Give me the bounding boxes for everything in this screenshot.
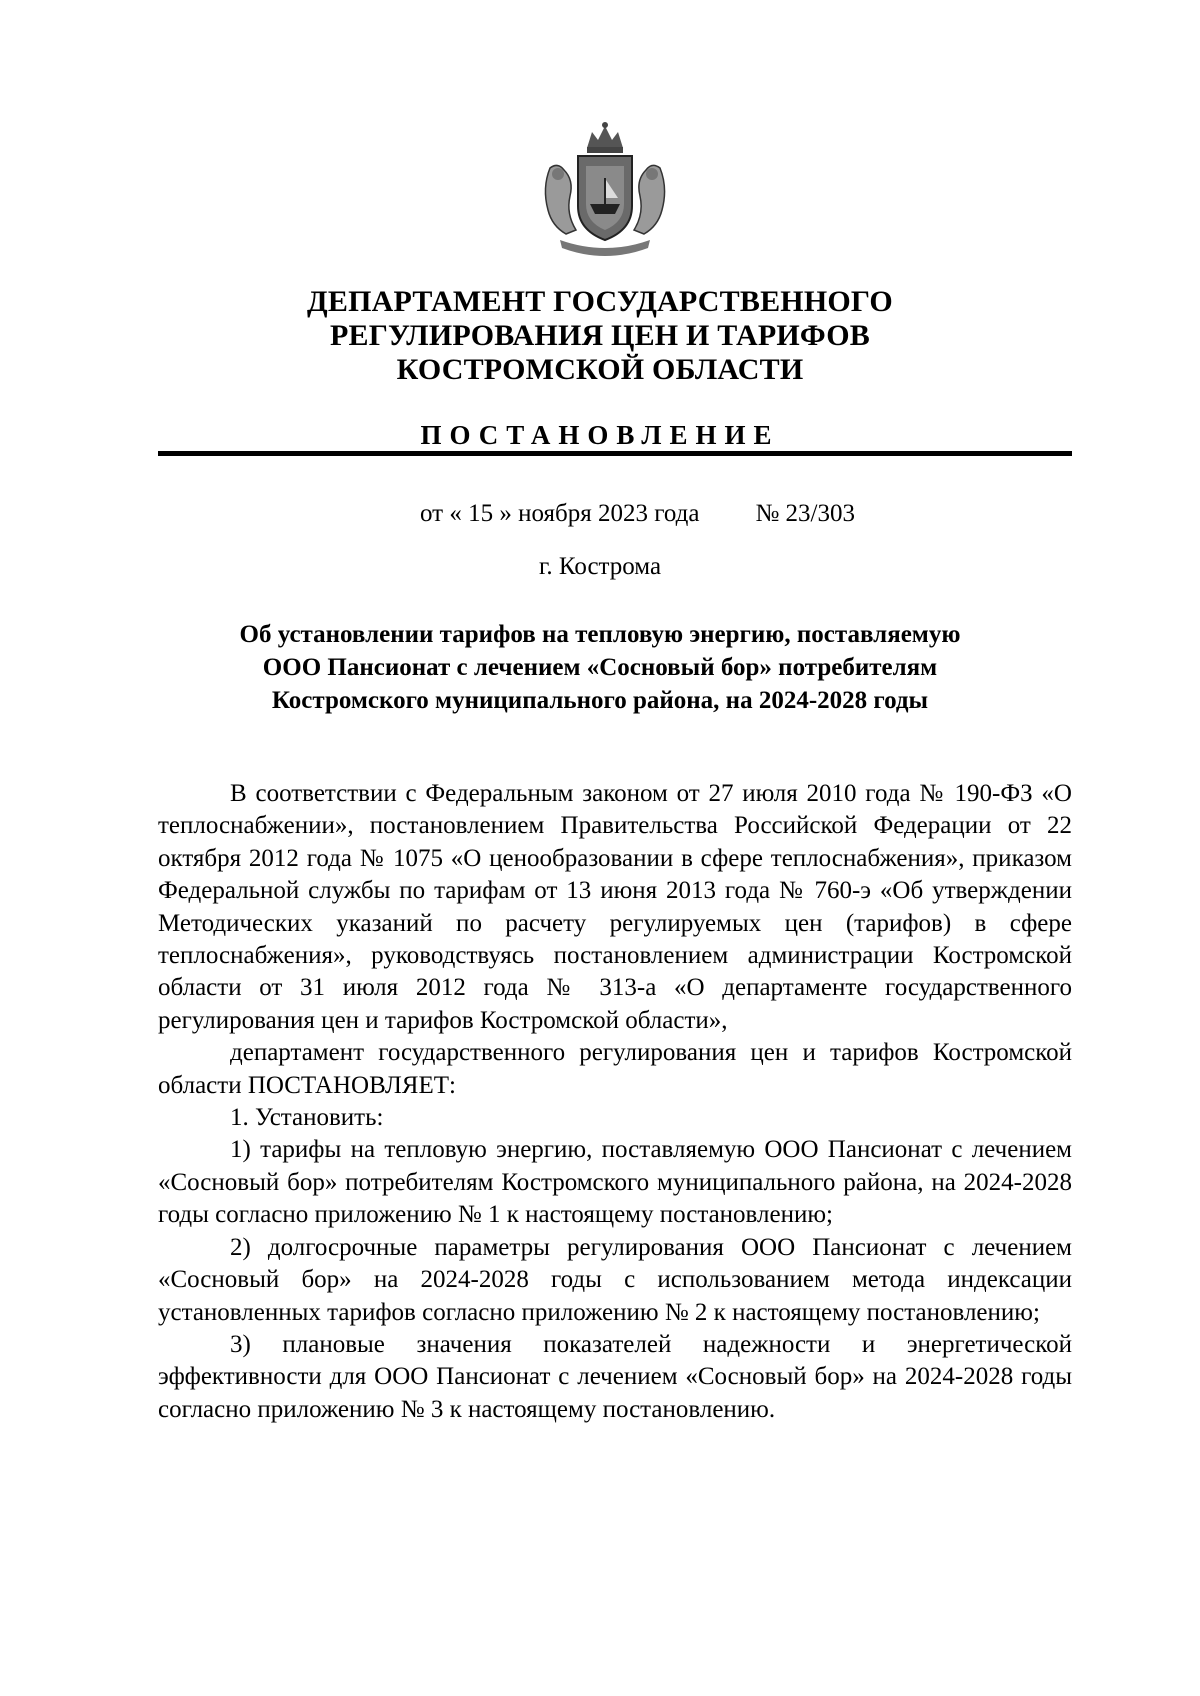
subject-line-3: Костромского муниципального района, на 2024-2028 годы	[271, 687, 929, 714]
document-date: от « 15 » ноября 2023 года	[420, 500, 700, 527]
resolves-paragraph: департамент государственного регулирования цен и тарифов Костромской области ПОСТАНОВЛЯЕТ:	[158, 1039, 1072, 1099]
document-body	[158, 778, 1072, 1426]
department-header	[150, 285, 1050, 387]
date-number-line	[420, 500, 855, 528]
department-line-2: РЕГУЛИРОВАНИЯ ЦЕН И ТАРИФОВ	[329, 319, 870, 352]
preamble-paragraph: В соответствии с Федеральным законом от 27 июля 2010 года № 190-ФЗ «О теплоснабжении», постановлением Правительства Российской Федерации от 22 октября 2012 года № 1075 «О ценообразовании в сфере теплоснабжения», приказом Федеральной службы по тарифам от 13 июня 2013 года № 760-э «Об утверждении Методических указаний по расчету регулируемых цен (тарифов) в сфере теплоснабжения», руководствуясь постановлением администрации Костромской области от 31 июля 2012 года № 313-а «О департаменте государственного регулирования цен и тарифов Костромской области»,	[158, 780, 1072, 1034]
subject-line-1: Об установлении тарифов на тепловую энергию, поставляемую	[239, 621, 961, 648]
department-line-1: ДЕПАРТАМЕНТ ГОСУДАРСТВЕННОГО	[307, 285, 893, 318]
document-number: № 23/303	[755, 500, 856, 527]
item-1-heading: 1. Установить:	[230, 1104, 384, 1132]
document-type: ПОСТАНОВЛЕНИЕ	[420, 420, 780, 450]
document-subject	[150, 618, 1050, 717]
subject-line-2: ООО Пансионат с лечением «Сосновый бор» потребителям	[262, 654, 938, 681]
header-divider	[158, 451, 1072, 456]
item-1-2-paragraph: 2) долгосрочные параметры регулирования ООО Пансионат с лечением «Сосновый бор» на 2024-2028 годы с использованием метода индексации установленных тарифов согласно приложению № 2 к настоящему постановлению;	[158, 1233, 1072, 1326]
department-line-3: КОСТРОМСКОЙ ОБЛАСТИ	[396, 353, 804, 386]
document-city: г. Кострома	[538, 553, 662, 580]
coat-of-arms-kostroma-icon	[530, 118, 680, 268]
item-1-1-paragraph: 1) тарифы на тепловую энергию, поставляемую ООО Пансионат с лечением «Сосновый бор» потребителям Костромского муниципального района, на 2024-2028 годы согласно приложению № 1 к настоящему постановлению;	[158, 1136, 1072, 1229]
item-1-3-paragraph: 3) плановые значения показателей надежности и энергетической эффективности для ООО Пансионат с лечением «Сосновый бор» на 2024-2028 годы согласно приложению № 3 к настоящему постановлению.	[158, 1330, 1072, 1423]
